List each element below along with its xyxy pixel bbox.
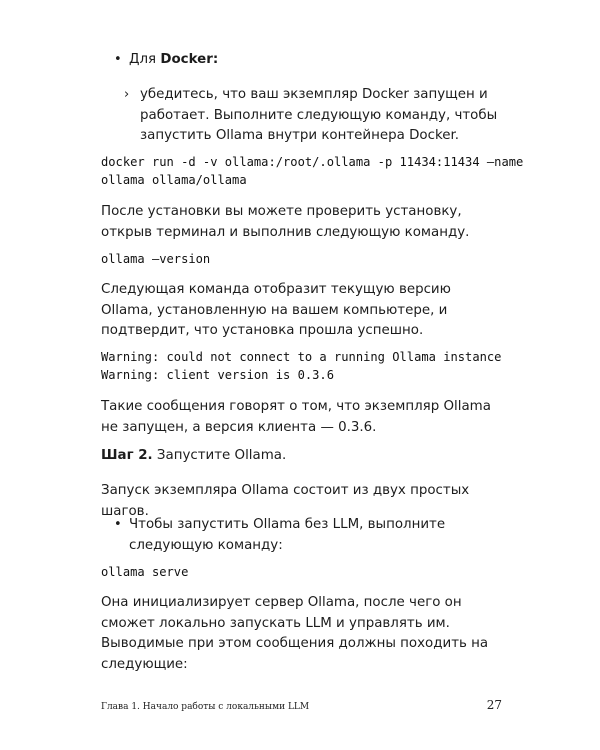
code-serve: ollama serve (101, 565, 189, 579)
bullet-docker-prefix: Для (129, 52, 161, 67)
step-2-text: Запустите Ollama. (152, 448, 287, 463)
page-number: 27 (486, 698, 502, 712)
code-docker-run: docker run -d -v ollama:/root/.ollama -p 11434:11434 —name ollama ollama/ollama (101, 155, 524, 187)
code-version: ollama —version (101, 252, 211, 266)
bullet-marker: • (114, 517, 122, 532)
paragraph-launch-steps: Запуск экземпляра Ollama состоит из двух простых шагов. (101, 483, 470, 519)
paragraph-serve-result: Она инициализирует сервер Ollama, после чего он сможет локально запускать LLM и управлять им. Выводимые при этом сообщения должны походить на следующие: (101, 595, 489, 672)
footer-chapter-title: Глава 1. Начало работы с локальными LLM (101, 702, 310, 712)
bullet-serve-text: Чтобы запустить Ollama без LLM, выполните следующую команду: (129, 517, 446, 553)
sub-bullet-docker-text: убедитесь, что ваш экземпляр Docker запущен и работает. Выполните следующую команду, чтобы запустить Ollama внутри контейнера Docker. (140, 87, 498, 143)
step-2-heading (101, 446, 501, 467)
bullet-docker (129, 50, 509, 71)
step-2-label: Шаг 2. (101, 448, 153, 463)
code-warning: Warning: could not connect to a running Ollama instance Warning: client version is 0.3.6 (101, 350, 502, 382)
bullet-docker-bold: Docker: (160, 52, 219, 67)
paragraph-after-install: После установки вы можете проверить установку, открыв терминал и выполнив следующую команду. (101, 204, 470, 240)
sub-bullet-marker: › (124, 87, 130, 102)
bullet-marker: • (114, 52, 122, 67)
paragraph-warning-explain: Такие сообщения говорят о том, что экземпляр Ollama не запущен, а версия клиента — 0.3.6. (101, 399, 491, 435)
paragraph-version-result: Следующая команда отобразит текущую версию Ollama, установленную на вашем компьютере, и подтвердит, что установка прошла успешно. (101, 282, 451, 338)
